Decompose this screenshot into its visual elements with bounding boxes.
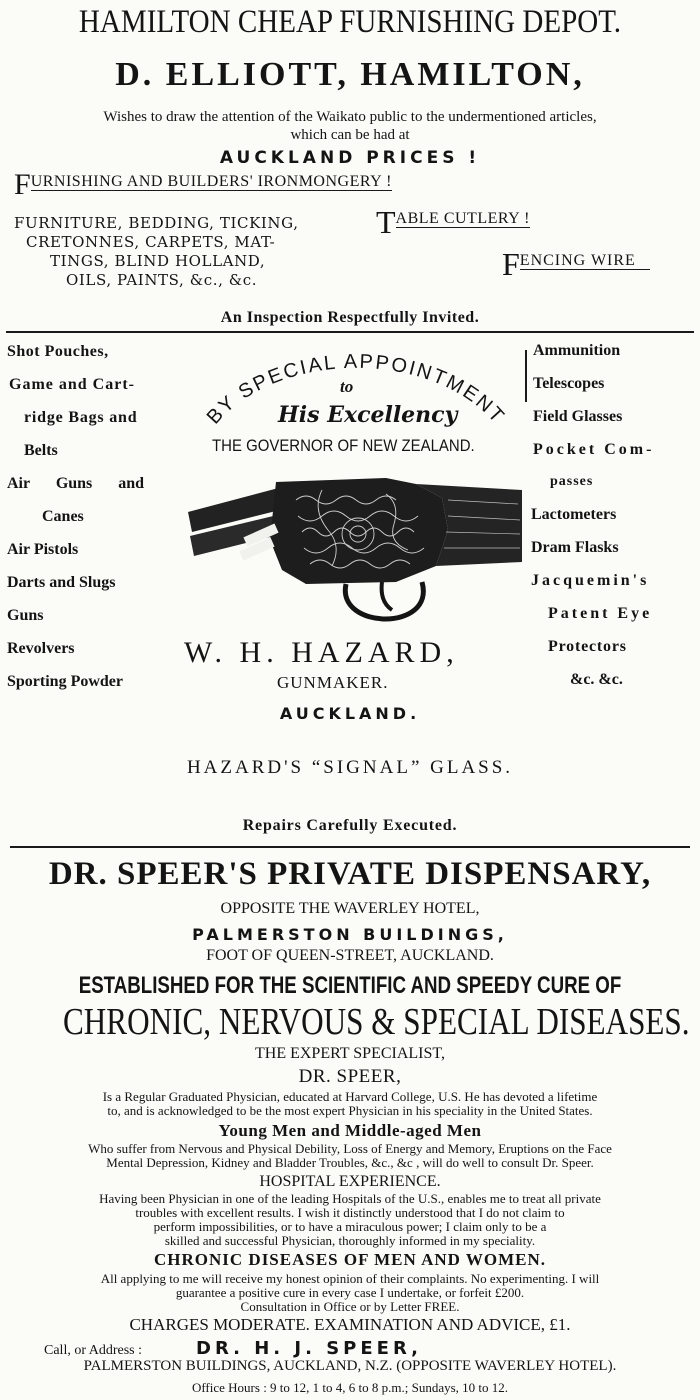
- furniture-line: OILS, PAINTS, &c., &c.: [66, 271, 258, 289]
- regular-physician-line-2: to, and is acknowledged to be the most expert Physician in his speciality in the United States.: [107, 1103, 593, 1118]
- left-item: Revolvers: [7, 640, 75, 657]
- ironmongery-initial: F: [14, 168, 31, 201]
- fencing-text: ENCING WIRE: [520, 252, 650, 270]
- left-item: Canes: [42, 508, 84, 525]
- left-item: Air Guns and: [7, 475, 145, 492]
- repairs-line: Repairs Carefully Executed.: [242, 817, 458, 834]
- furniture-line: CRETONNES, CARPETS, MAT-: [26, 233, 276, 251]
- charges-moderate: CHARGES MODERATE. EXAMINATION AND ADVICE, £1.: [129, 1315, 571, 1334]
- right-item: &c. &c.: [570, 671, 623, 688]
- depot-title: HAMILTON CHEAP FURNISHING DEPOT.: [78, 4, 622, 40]
- doctor-full-name: DR. H. J. SPEER,: [196, 1338, 422, 1359]
- right-item: Lactometers: [531, 506, 617, 523]
- left-item: Air Pistols: [7, 541, 79, 558]
- palmerston-buildings: PALMERSTON BUILDINGS,: [192, 925, 508, 944]
- chronic-men-women-heading: CHRONIC DISEASES OF MEN AND WOMEN.: [154, 1250, 546, 1269]
- right-item: Jacquemin's: [531, 572, 650, 589]
- hospital-experience-heading: HOSPITAL EXPERIENCE.: [259, 1173, 441, 1190]
- fencing-line: [502, 248, 650, 280]
- right-item: Protectors: [548, 638, 627, 655]
- left-item: ridge Bags and: [24, 409, 138, 426]
- young-men-heading: Young Men and Middle-aged Men: [218, 1121, 482, 1140]
- right-item: Field Glasses: [533, 408, 623, 425]
- left-item: Belts: [24, 442, 58, 459]
- auckland-prices: AUCKLAND PRICES !: [219, 148, 481, 168]
- opposite-hotel: OPPOSITE THE WAVERLEY HOTEL,: [220, 900, 480, 917]
- office-hours: Office Hours : 9 to 12, 1 to 4, 6 to 8 p.m.; Sundays, 10 to 12.: [191, 1380, 509, 1395]
- cutlery-line: [376, 206, 530, 238]
- divider: [6, 331, 694, 333]
- governor-line: THE GOVERNOR OF NEW ZEALAND.: [212, 436, 475, 455]
- furniture-line: TINGS, BLIND HOLLAND,: [50, 252, 266, 270]
- call-or-address: Call, or Address :: [44, 1343, 142, 1358]
- intro-line-2: which can be had at: [290, 127, 410, 143]
- having-been-line-2: troubles with excellent results. I wish it distinctly understood that I do not claim to: [135, 1205, 565, 1220]
- inspection-invited: An Inspection Respectfully Invited.: [220, 309, 480, 326]
- chronic-diseases-headline: CHRONIC, NERVOUS & SPECIAL DISEASES.: [63, 1001, 690, 1043]
- appointment-to: to: [340, 377, 354, 396]
- right-item: Dram Flasks: [531, 539, 619, 556]
- left-item: Shot Pouches,: [7, 343, 109, 360]
- left-item: Guns: [7, 607, 44, 624]
- doctor-name-heading: DR. SPEER,: [298, 1066, 402, 1087]
- right-item: passes: [550, 474, 594, 489]
- furniture-line: FURNITURE, BEDDING, TICKING,: [14, 214, 299, 232]
- left-item: Darts and Slugs: [7, 574, 116, 591]
- having-been-line-1: Having been Physician in one of the leading Hospitals of the U.S., enables me to treat all private: [99, 1191, 601, 1206]
- foot-of-queen-street: FOOT OF QUEEN-STREET, AUCKLAND.: [206, 947, 494, 964]
- right-item: Ammunition: [533, 342, 621, 359]
- right-item: Patent Eye: [548, 605, 653, 622]
- left-item: Game and Cart-: [9, 376, 135, 393]
- left-item: Sporting Powder: [7, 673, 123, 690]
- established-line: ESTABLISHED FOR THE SCIENTIFIC AND SPEEDY CURE OF: [78, 972, 622, 999]
- maker-name: W. H. HAZARD,: [184, 636, 459, 669]
- maker-trade: GUNMAKER.: [277, 673, 389, 692]
- dispensary-title: DR. SPEER'S PRIVATE DISPENSARY,: [48, 856, 652, 892]
- merchant-name: D. ELLIOTT, HAMILTON,: [115, 56, 585, 93]
- all-applying-line-1: All applying to me will receive my honest opinion of their complaints. No experimenting. I will: [100, 1271, 600, 1286]
- having-been-line-3: perform impossibilities, or to have a miraculous power; I claim only to be a: [153, 1219, 547, 1234]
- suffer-line-1: Who suffer from Nervous and Physical Debility, Loss of Energy and Memory, Eruptions on the Face: [88, 1141, 612, 1156]
- his-excellency: His Excellency: [278, 402, 458, 428]
- fencing-initial: F: [502, 246, 520, 282]
- ironmongery-text: URNISHING AND BUILDERS' IRONMONGERY !: [30, 173, 392, 190]
- expert-specialist: THE EXPERT SPECIALIST,: [254, 1045, 445, 1062]
- cutlery-initial: T: [376, 204, 396, 240]
- maker-city: AUCKLAND.: [279, 704, 421, 723]
- suffer-line-2: Mental Depression, Kidney and Bladder Troubles, &c., &c , will do well to consult Dr. Speer.: [106, 1155, 594, 1170]
- cutlery-text: ABLE CUTLERY !: [395, 210, 530, 227]
- right-item: Telescopes: [533, 375, 605, 392]
- signal-glass: HAZARD'S “SIGNAL” GLASS.: [186, 757, 514, 778]
- consultation-free: Consultation in Office or by Letter FREE.: [240, 1299, 460, 1314]
- intro-line-1: Wishes to draw the attention of the Waikato public to the undermentioned articles,: [103, 109, 597, 125]
- divider: [10, 846, 690, 848]
- regular-physician-line-1: Is a Regular Graduated Physician, educated at Harvard College, U.S. He has devoted a lifetime: [102, 1089, 598, 1104]
- appointment-arc-text: BY SPECIAL APPOINTMENT: [202, 350, 510, 429]
- address-line: PALMERSTON BUILDINGS, AUCKLAND, N.Z. (OPPOSITE WAVERLEY HOTEL).: [83, 1358, 617, 1374]
- all-applying-line-2: guarantee a positive cure in every case I undertake, or forfeit £200.: [175, 1285, 525, 1300]
- ironmongery-line: [14, 170, 392, 200]
- right-item: Pocket Com-: [533, 441, 655, 458]
- having-been-line-4: skilled and successful Physician, thoroughly informed in my speciality.: [164, 1233, 536, 1248]
- shotgun-illustration: [186, 470, 522, 628]
